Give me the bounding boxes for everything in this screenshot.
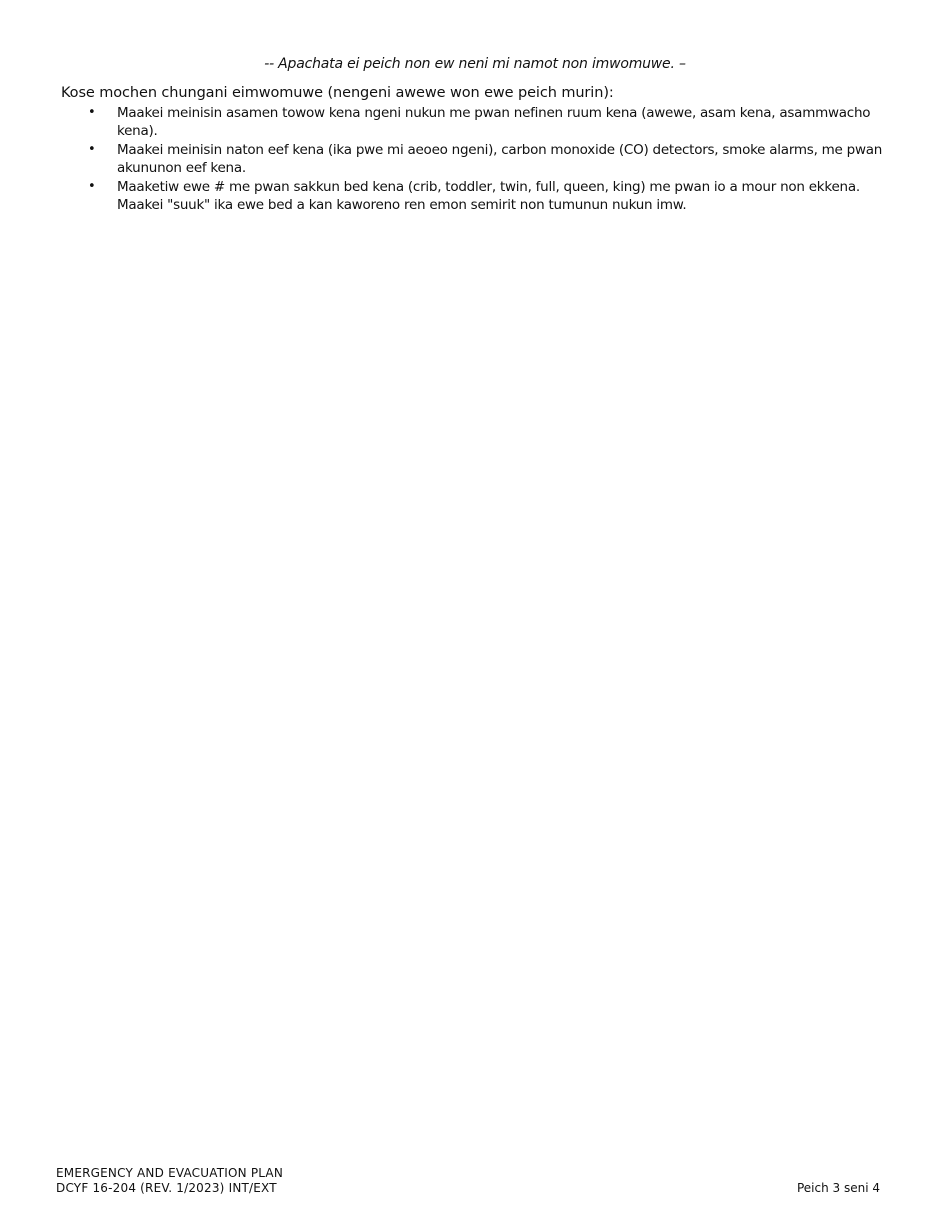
list-item: [88, 178, 888, 214]
list-item-text: Maakei meinisin asamen towow kena ngeni nukun me pwan nefinen ruum kena (awewe, asam kena, asammwacho kena).: [117, 105, 871, 139]
instructions-heading: Kose mochen chungani eimwomuwe (nengeni awewe won ewe peich murin):: [61, 85, 614, 101]
bullet-icon: •: [88, 179, 96, 194]
footer-form-info: [56, 1166, 283, 1196]
bullet-icon: •: [88, 142, 96, 157]
list-item: [88, 141, 888, 177]
list-item-text: Maaketiw ewe # me pwan sakkun bed kena (crib, toddler, twin, full, queen, king) me pwan io a mour non ekkena. Maakei "suuk" ika ewe bed a kan kaworeno ren emon semirit non tumunun nukun imw.: [117, 179, 860, 213]
instruction-list: [88, 104, 888, 215]
bullet-icon: •: [88, 105, 96, 120]
page-number: Peich 3 seni 4: [796, 1181, 880, 1195]
page-note: -- Apachata ei peich non ew neni mi namot non imwomuwe. –: [264, 56, 686, 72]
list-item: [88, 104, 888, 140]
form-code: DCYF 16-204 (REV. 1/2023) INT/EXT: [56, 1181, 277, 1195]
list-item-text: Maakei meinisin naton eef kena (ika pwe mi aeoeo ngeni), carbon monoxide (CO) detectors, smoke alarms, me pwan akununon eef kena.: [117, 142, 883, 176]
form-title: EMERGENCY AND EVACUATION PLAN: [56, 1166, 284, 1180]
